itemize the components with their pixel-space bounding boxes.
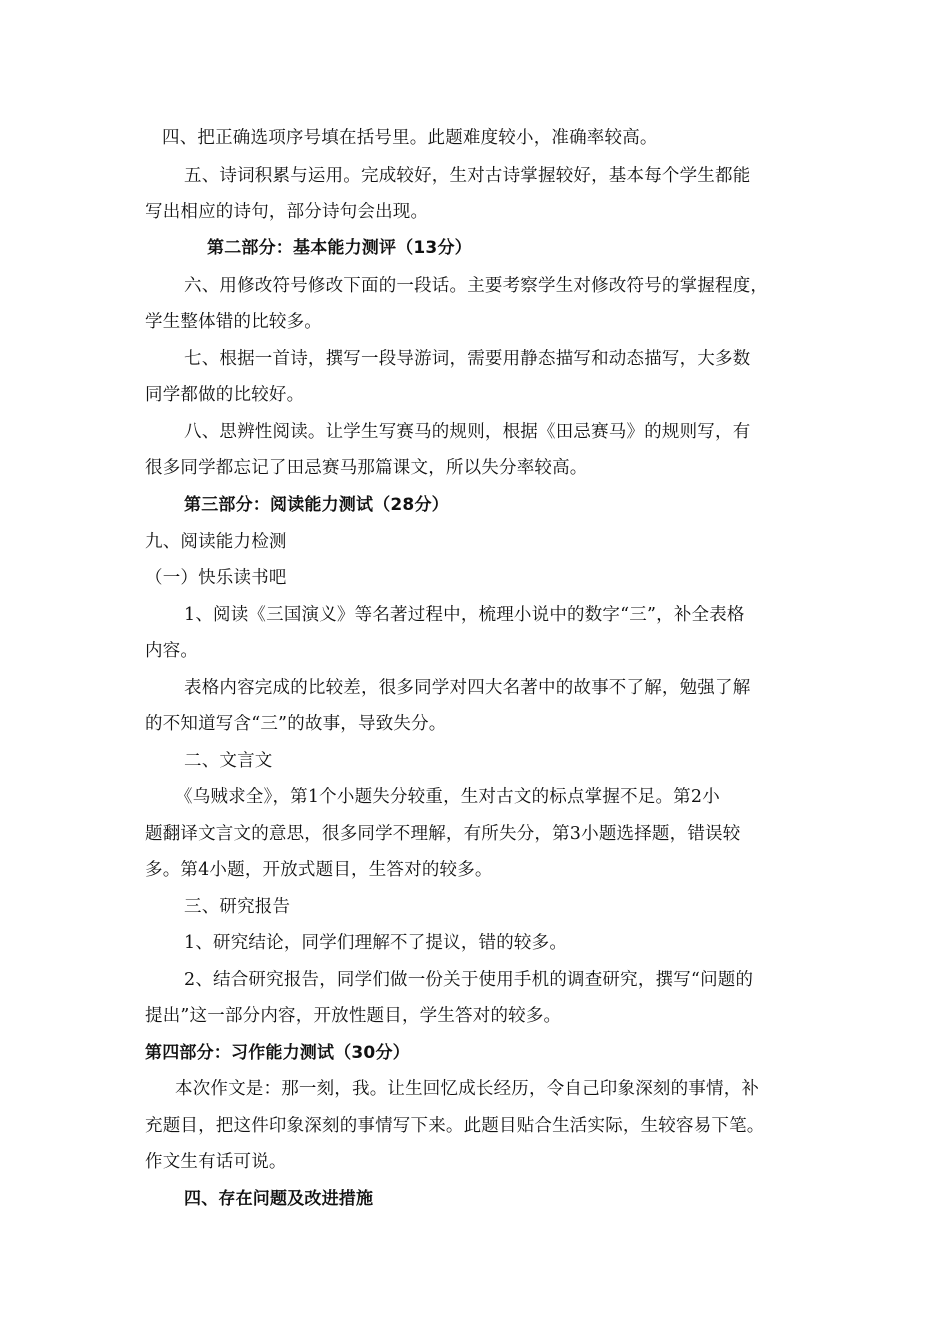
paragraph-line: （一）快乐读书吧 [145, 568, 287, 588]
section-heading: 第三部分：阅读能力测试（28分） [184, 495, 449, 515]
paragraph-line: 1、阅读《三国演义》等名著过程中，梳理小说中的数字“三”，补全表格 [184, 605, 745, 625]
section-heading: 第二部分：基本能力测评（13分） [207, 238, 472, 258]
paragraph-line: 1、研究结论，同学们理解不了提议，错的较多。 [184, 933, 568, 953]
paragraph-line: 同学都做的比较好。 [145, 385, 305, 405]
paragraph-line: 学生整体错的比较多。 [145, 312, 322, 332]
paragraph-line: 充题目，把这件印象深刻的事情写下来。此题目贴合生活实际，生较容易下笔。 [145, 1116, 765, 1136]
paragraph-line: 《乌贼求全》，第1个小题失分较重，生对古文的标点掌握不足。第2小 [175, 787, 720, 807]
paragraph-line: 作文生有话可说。 [145, 1152, 287, 1172]
paragraph-line: 本次作文是：那一刻，我。让生回忆成长经历，令自己印象深刻的事情，补 [175, 1079, 760, 1099]
paragraph-line: 五、诗词积累与运用。完成较好，生对古诗掌握较好，基本每个学生都能 [184, 166, 751, 186]
paragraph-line: 题翻译文言文的意思，很多同学不理解，有所失分，第3小题选择题，错误较 [145, 824, 741, 844]
paragraph-line: 表格内容完成的比较差，很多同学对四大名著中的故事不了解，勉强了解 [184, 678, 751, 698]
paragraph-line: 写出相应的诗句，部分诗句会出现。 [145, 202, 429, 222]
paragraph-line: 七、根据一首诗，撰写一段导游词，需要用静态描写和动态描写，大多数 [184, 349, 751, 369]
paragraph-line: 六、用修改符号修改下面的一段话。主要考察学生对修改符号的掌握程度， [184, 276, 769, 296]
paragraph-line: 多。第4小题，开放式题目，生答对的较多。 [145, 860, 493, 880]
paragraph-line: 2、结合研究报告，同学们做一份关于使用手机的调查研究，撰写“问题的 [184, 970, 754, 990]
paragraph-line: 的不知道写含“三”的故事，导致失分。 [145, 714, 447, 734]
paragraph-line: 提出”这一部分内容，开放性题目，学生答对的较多。 [145, 1006, 562, 1026]
paragraph-line: 八、思辨性阅读。让学生写赛马的规则，根据《田忌赛马》的规则写，有 [184, 422, 751, 442]
section-heading: 第四部分：习作能力测试（30分） [145, 1043, 410, 1063]
paragraph-line: 三、研究报告 [184, 897, 291, 917]
paragraph-line: 九、阅读能力检测 [145, 532, 287, 552]
paragraph-line: 四、把正确选项序号填在括号里。此题难度较小，准确率较高。 [162, 128, 658, 148]
paragraph-line: 二、文言文 [184, 751, 273, 771]
paragraph-line: 很多同学都忘记了田忌赛马那篇课文，所以失分率较高。 [145, 458, 588, 478]
paragraph-line: 内容。 [145, 641, 199, 661]
section-heading: 四、存在问题及改进措施 [184, 1189, 374, 1209]
